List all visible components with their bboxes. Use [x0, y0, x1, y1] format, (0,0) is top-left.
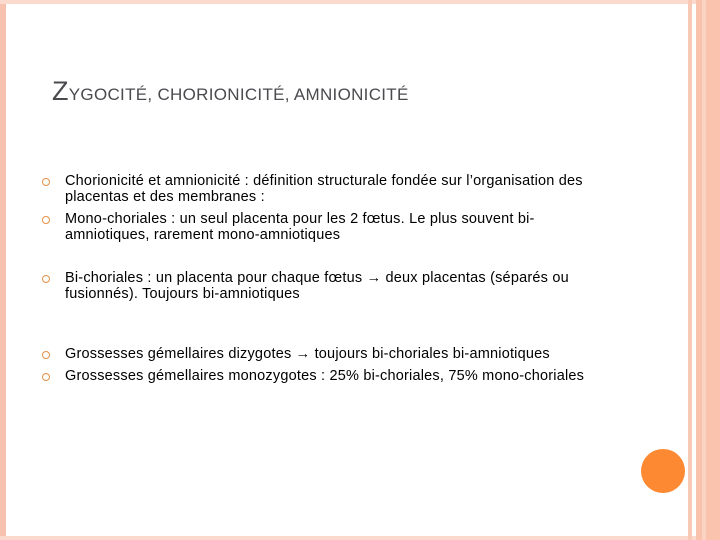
bullet-text: Grossesses gémellaires monozygotes : 25% bi-choriales, 75% mono-choriales	[65, 368, 585, 384]
bullet-circle-icon	[42, 351, 50, 359]
bullet-circle-icon	[42, 216, 50, 224]
bullet-list	[40, 173, 600, 384]
frame-right-stripe	[706, 0, 720, 540]
bullet-circle-icon	[42, 373, 50, 381]
list-item	[40, 173, 600, 205]
title-rest: YGOCITÉ, CHORIONICITÉ, AMNIONICITÉ	[68, 85, 409, 104]
frame-left-border	[0, 0, 6, 540]
list-item	[40, 368, 600, 384]
title-initial: Z	[52, 76, 69, 106]
bullet-circle-icon	[42, 178, 50, 186]
bullet-circle-icon	[42, 275, 50, 283]
frame-bottom-border	[0, 536, 720, 540]
bullet-text: Chorionicité et amnionicité : définition structurale fondée sur l’organisation des placentas et des membranes :	[65, 173, 583, 205]
frame-right-stripe	[688, 0, 692, 540]
list-item	[40, 211, 600, 243]
list-item	[40, 270, 600, 302]
bullet-text: Grossesses gémellaires dizygotes → toujours bi-choriales bi-amniotiques	[65, 346, 550, 362]
bullet-text: Bi-choriales : un placenta pour chaque fœtus → deux placentas (séparés ou fusionnés). Toujours bi-amniotiques	[65, 270, 569, 302]
frame-top-border	[0, 0, 720, 4]
bullet-text: Mono-choriales : un seul placenta pour les 2 fœtus. Le plus souvent bi-amniotiques, rarement mono-amniotiques	[65, 211, 535, 243]
orange-circle-decoration	[641, 449, 685, 493]
slide-title	[52, 76, 409, 107]
list-item	[40, 346, 600, 362]
